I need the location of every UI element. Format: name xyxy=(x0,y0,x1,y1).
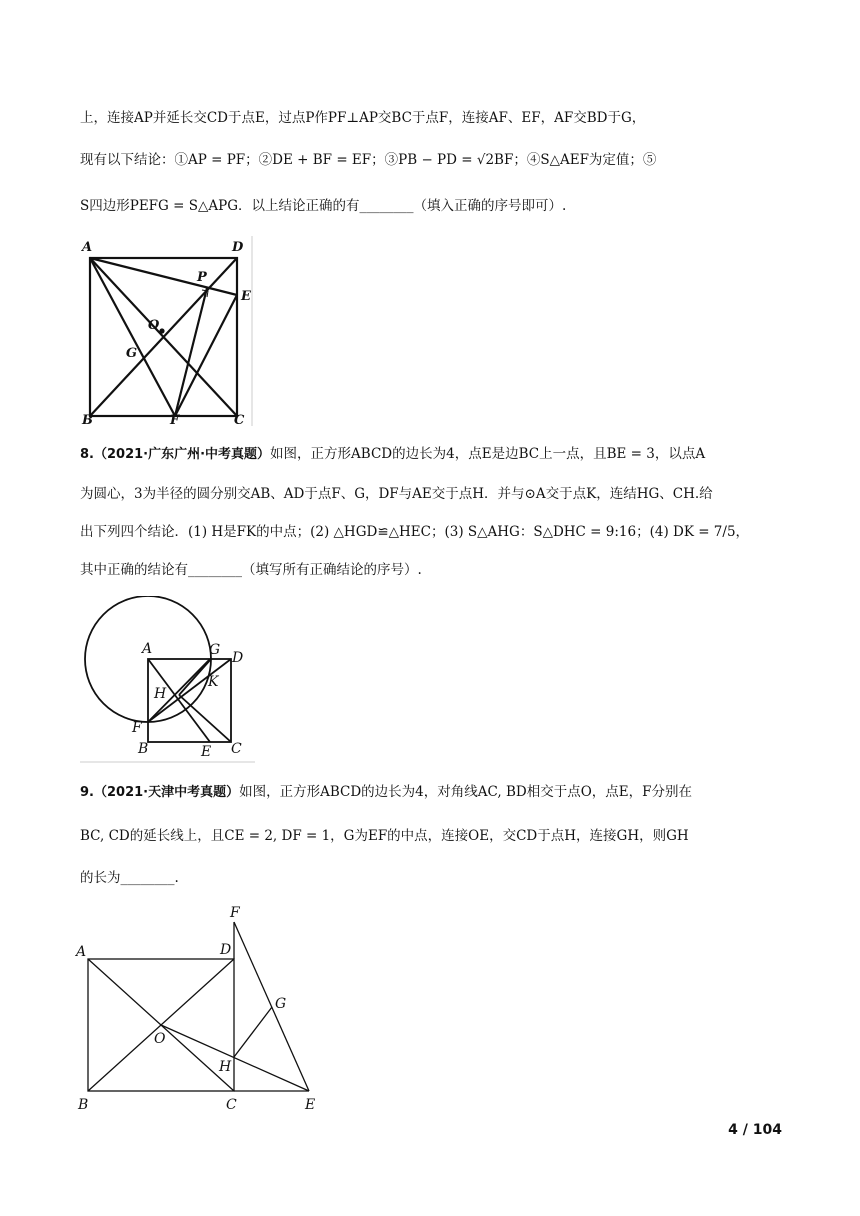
page-number: 4 / 104 xyxy=(728,1122,782,1138)
q8-label-a: A xyxy=(142,641,153,657)
q9-source: （2021·天津中考真题） xyxy=(93,785,240,800)
q9-figure xyxy=(72,904,332,1116)
q9-text-line-1-rest: 如图，正方形ABCD的边长为4，对角线AC, BD相交于点O，点E，F分别在 xyxy=(239,784,692,800)
q9-label-h: H xyxy=(219,1059,232,1075)
q8-label-k: K xyxy=(208,674,219,690)
q8-number: 8. xyxy=(80,447,94,462)
q8-text-line-3: 出下列四个结论．(1) H是FK的中点；(2) △HGD≌△HEC；(3) S△AHG：S△DHC = 9:16；(4) DK = 7/5， xyxy=(80,524,750,540)
q9-text-line-1 xyxy=(80,782,780,803)
q8-source: （2021·广东广州·中考真题） xyxy=(93,447,271,462)
q7-figure xyxy=(80,236,258,426)
q9-label-o: O xyxy=(154,1031,166,1047)
q8-label-g: G xyxy=(209,642,221,658)
q9-label-d: D xyxy=(220,942,232,958)
q8-label-f: F xyxy=(132,720,142,736)
q9-number: 9. xyxy=(80,785,94,800)
q7-text-line-3: S四边形PEFG = S△APG．以上结论正确的有________（填入正确的序号即可）. xyxy=(80,198,567,214)
q8-label-e: E xyxy=(201,744,212,760)
q9-label-g: G xyxy=(275,996,287,1012)
q8-text-line-1 xyxy=(80,444,780,465)
q9-label-e: E xyxy=(305,1097,316,1113)
q9-text-line-2: BC, CD的延长线上，且CE = 2, DF = 1，G为EF的中点，连接OE，交CD于点H，连接GH，则GH xyxy=(80,828,689,844)
q7-label-e: E xyxy=(241,289,251,304)
q7-label-f: F xyxy=(170,413,180,426)
q7-label-o: O xyxy=(148,318,160,333)
q8-label-h: H xyxy=(154,686,167,702)
q7-label-b: B xyxy=(82,413,93,426)
q7-label-c: C xyxy=(234,413,245,426)
q8-label-b: B xyxy=(138,741,149,757)
q8-text-line-1-rest: 如图，正方形ABCD的边长为4，点E是边BC上一点，且BE = 3，以点A xyxy=(270,446,706,462)
q7-label-a: A xyxy=(82,240,93,255)
q9-label-b: B xyxy=(78,1097,89,1113)
q7-text-line-2: 现有以下结论：①AP = PF；②DE + BF = EF；③PB − PD = √2BF；④S△AEF为定值；⑤ xyxy=(80,152,657,168)
q9-text-line-3: 的长为________. xyxy=(80,870,179,886)
q8-text-line-2: 为圆心，3为半径的圆分别交AB、AD于点F、G，DF与AE交于点H．并与⊙A交于点K，连结HG、CH.给 xyxy=(80,486,713,502)
q9-label-a: A xyxy=(76,944,87,960)
q7-label-g: G xyxy=(126,346,138,361)
q8-text-line-4: 其中正确的结论有________（填写所有正确结论的序号）. xyxy=(80,562,422,578)
q8-figure xyxy=(80,596,255,764)
q7-label-p: P xyxy=(197,270,207,285)
q9-label-c: C xyxy=(226,1097,237,1113)
q7-label-d: D xyxy=(232,240,244,255)
q8-label-c: C xyxy=(231,741,242,757)
q7-text-line-1: 上，连接AP并延长交CD于点E，过点P作PF⊥AP交BC于点F，连接AF、EF，AF交BD于G， xyxy=(80,110,646,126)
q8-label-d: D xyxy=(232,650,244,666)
q9-label-f: F xyxy=(230,905,240,921)
